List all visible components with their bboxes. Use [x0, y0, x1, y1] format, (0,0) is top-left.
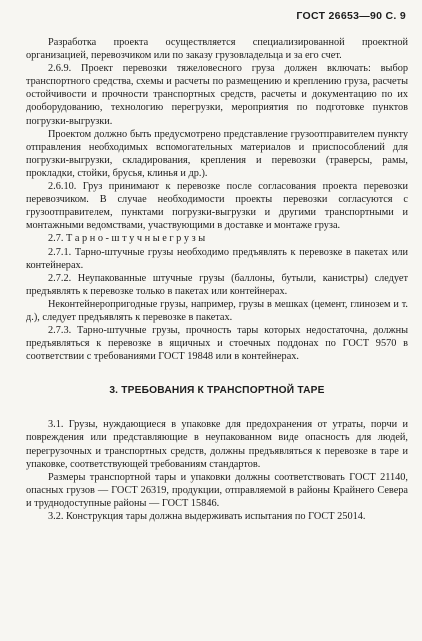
page-header: ГОСТ 26653—90 С. 9 [296, 10, 406, 22]
paragraph: 3.1. Грузы, нуждающиеся в упаковке для предохранения от утраты, порчи и повреждения или представляющие в неупакованном виде опасность для людей, перегрузочных и транспортных средств, должны предъявляться к перевозке в таре и упаковке, соответствующей требованиям стандартов. [26, 419, 408, 470]
subsection-title: 2.7. Т а р н о - ш т у ч н ы е г р у з ы [48, 233, 206, 245]
paragraph: Размеры транспортной тары и упаковки должны соответствовать ГОСТ 21140, опасных грузов — ГОСТ 26319, продукции, отправляемой в районы Крайнего Севера и труднодоступные районы — ГОСТ 15846. [26, 471, 408, 509]
document-body [26, 36, 408, 523]
paragraph: 2.6.9. Проект перевозки тяжеловесного груза должен включать: выбор транспортного средства, схемы и расчеты по размещению и креплению груза, расчеты остойчивости и прочности транспортных средств, расчеты и документацию по их дооборудованию, технологию перегрузки, мероприятия по подготовке пунктов погрузки-выгрузки. [26, 63, 408, 127]
paragraph: Неконтейнеропригодные грузы, например, грузы в мешках (цемент, глинозем и т. д.), следует предъявлять к перевозке в пакетах. [26, 298, 408, 323]
paragraph: 3.2. Конструкция тары должна выдерживать испытания по ГОСТ 25014. [48, 511, 366, 522]
paragraph: 2.7.3. Тарно-штучные грузы, прочность тары которых недостаточна, должны предъявляться к перевозке в ящичных и стоечных поддонах по ГОСТ 9570 в соответствии с требованиями ГОСТ 19848 или в контейнерах. [26, 325, 408, 363]
paragraph: Разработка проекта осуществляется специализированной проектной организацией, перевозчиком или по заказу грузовладельца и за его счет. [26, 37, 408, 62]
paragraph: 2.7.2. Неупакованные штучные грузы (баллоны, бутыли, канистры) следует предъявлять к перевозке только в пакетах или контейнерах. [26, 272, 408, 297]
paragraph: Проектом должно быть предусмотрено представление грузоотправителем пункту отправления необходимых вспомогательных материалов и приспособлений для погрузки-выгрузки, складирования, крепления и перевозки (траверсы, рамы, прокладки, стойки, брусья, клинья и др.). [26, 128, 408, 179]
paragraph: 2.6.10. Груз принимают к перевозке после согласования проекта перевозки перевозчиком. В случае необходимости проекты перевозки согласуются с грузоотправителем, пунктами погрузки-выгрузки и другими транспортными и монтажными ведомствами, участвующими в доставке и монтаже груза. [26, 181, 408, 232]
section-heading: 3. ТРЕБОВАНИЯ К ТРАНСПОРТНОЙ ТАРЕ [109, 385, 325, 397]
paragraph: 2.7.1. Тарно-штучные грузы необходимо предъявлять к перевозке в пакетах или контейнерах. [26, 246, 408, 271]
